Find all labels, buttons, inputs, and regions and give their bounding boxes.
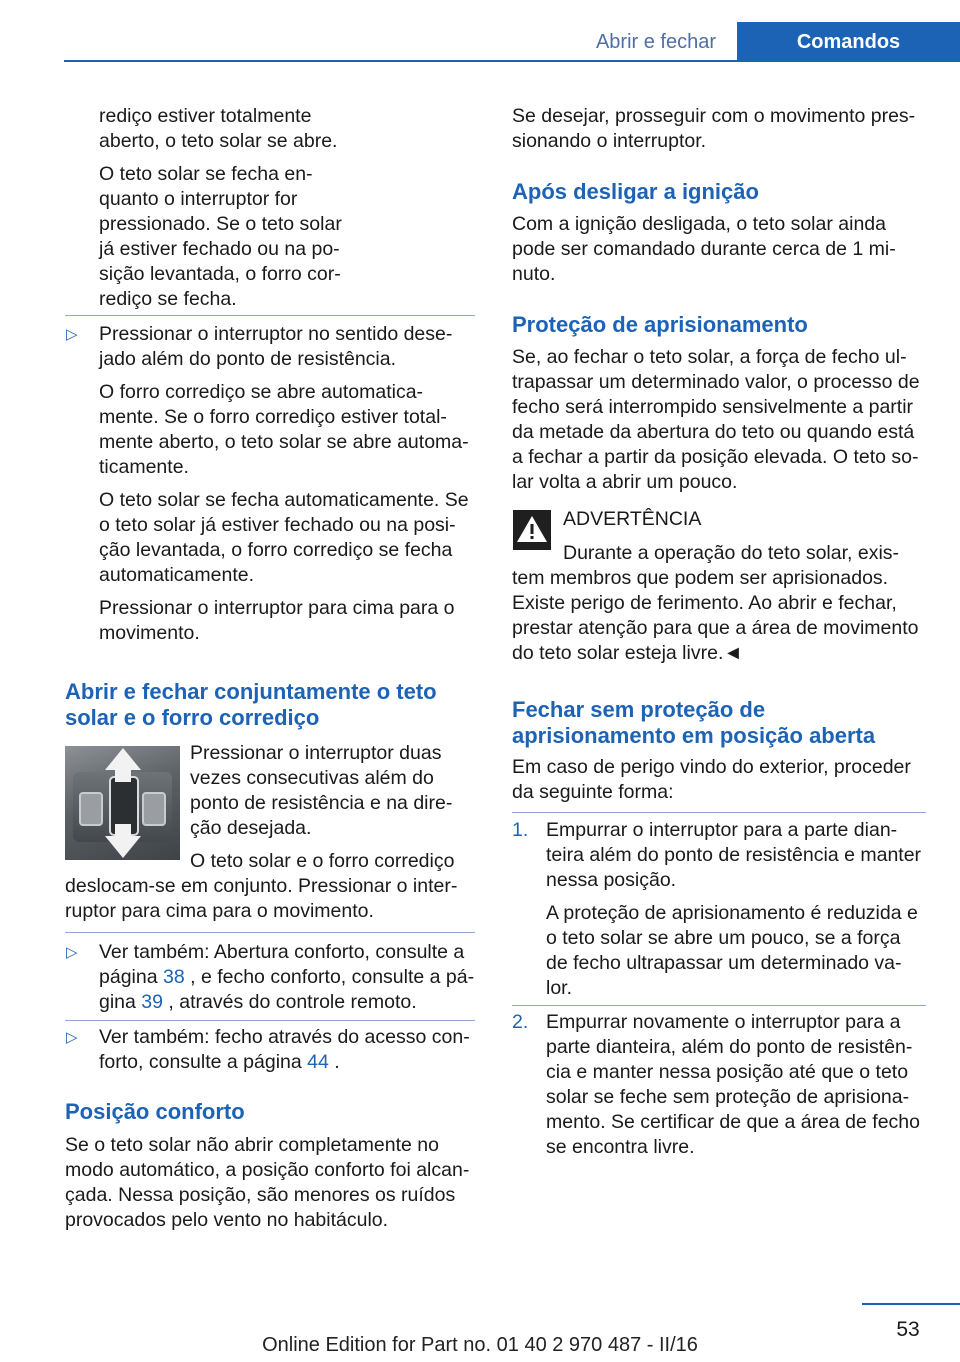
text-line: çada. Nessa posição, são menores os ruídos xyxy=(65,1184,456,1206)
page-link-39[interactable]: 39 xyxy=(141,991,163,1013)
roof-switch-image xyxy=(65,746,180,860)
text-line: lor. xyxy=(546,977,573,999)
text-line: a fechar a partir da posição elevada. O teto so- xyxy=(512,446,919,468)
text-line: Pressionar o interruptor duas xyxy=(190,742,442,764)
header-section-tab[interactable]: Abrir e fechar xyxy=(595,31,717,53)
console-button-left xyxy=(79,792,103,826)
text-line: ruptor para cima para o movimento. xyxy=(65,900,374,922)
arrow-shaft xyxy=(115,770,131,782)
footer-edition: Online Edition for Part no. 01 40 2 970 487 - II/16 xyxy=(262,1334,698,1356)
text-line: O teto solar e o forro corrediço xyxy=(190,850,455,872)
text-line: gina 39 , através do controle remoto. xyxy=(99,991,417,1013)
section-heading: aprisionamento em posição aberta xyxy=(512,723,876,748)
text-line: solar se feche sem proteção de aprisiona- xyxy=(546,1086,910,1108)
text-line: nuto. xyxy=(512,263,556,285)
text-line: página 38 , e fecho conforto, consulte a pá- xyxy=(99,966,475,988)
text-line: rediço estiver totalmente xyxy=(99,105,312,127)
text-line: parte dianteira, além do ponto de resistên- xyxy=(546,1036,913,1058)
text-line: cia e manter nessa posição até que o teto xyxy=(546,1061,909,1083)
text-line: deslocam-se em conjunto. Pressionar o inter- xyxy=(65,875,458,897)
section-heading: Após desligar a ignição xyxy=(512,179,759,204)
text-line: modo automático, a posição conforto foi alcan- xyxy=(65,1159,470,1181)
text-line: vezes consecutivas além do xyxy=(190,767,434,789)
section-heading: Abrir e fechar conjuntamente o teto xyxy=(65,679,437,704)
section-heading: Posição conforto xyxy=(65,1099,245,1124)
text-line: Se o teto solar não abrir completamente no xyxy=(65,1134,439,1156)
text-line: tem membros que podem ser aprisionados. xyxy=(512,567,889,589)
step-number: 1. xyxy=(512,819,529,841)
text-line: rediço se fecha. xyxy=(99,288,237,310)
text-line: teira além do ponto de resistência e manter xyxy=(546,844,922,866)
text-line: ção desejada. xyxy=(190,817,312,839)
text-line: quanto o interruptor for xyxy=(99,188,298,210)
text-line: sição levantada, o forro cor- xyxy=(99,263,341,285)
separator xyxy=(65,932,475,933)
text-line: Existe perigo de ferimento. Ao abrir e fechar, xyxy=(512,592,897,614)
arrow-down-icon xyxy=(105,836,141,858)
text-line: Em caso de perigo vindo do exterior, proceder xyxy=(512,756,911,778)
text-line: mente aberto, o teto solar se abre automa- xyxy=(99,431,469,453)
text-line: prestar atenção para que a área de movimento xyxy=(512,617,919,639)
warning-title: ADVERTÊNCIA xyxy=(563,508,702,530)
text-line: O teto solar se fecha en- xyxy=(99,163,313,185)
text-line: O forro corrediço se abre automatica- xyxy=(99,381,424,403)
text-line: automaticamente. xyxy=(99,564,255,586)
text-line: sionando o interruptor. xyxy=(512,130,707,152)
section-heading: Fechar sem proteção de xyxy=(512,697,766,722)
text-line: da seguinte forma: xyxy=(512,781,674,803)
text-line: forto, consulte a página 44 . xyxy=(99,1051,340,1073)
text-line: Pressionar o interruptor para cima para o xyxy=(99,597,455,619)
text-line: pressionado. Se o teto solar xyxy=(99,213,342,235)
section-heading: solar e o forro corrediço xyxy=(65,705,320,730)
arrow-up-icon xyxy=(105,748,141,770)
warning-triangle-icon xyxy=(516,514,548,544)
text-line: A proteção de aprisionamento é reduzida e xyxy=(546,902,918,924)
text-line: o teto solar se abre um pouco, se a força xyxy=(546,927,901,949)
text-line: ticamente. xyxy=(99,456,189,478)
bullet-triangle-icon: ▷ xyxy=(66,326,78,343)
text-line: nessa posição. xyxy=(546,869,677,891)
text-line: Se desejar, prosseguir com o movimento pres- xyxy=(512,105,916,127)
text-line: Ver também: Abertura conforto, consulte a xyxy=(99,941,465,963)
console-button-right xyxy=(142,792,166,826)
page-number-rule xyxy=(862,1303,960,1305)
bullet-triangle-icon: ▷ xyxy=(66,944,78,961)
text-line: pode ser comandado durante cerca de 1 mi- xyxy=(512,238,896,260)
text-line: já estiver fechado ou na po- xyxy=(99,238,340,260)
text-line: Empurrar o interruptor para a parte dian- xyxy=(546,819,898,841)
text-line: lar volta a abrir um pouco. xyxy=(512,471,738,493)
text-line: Com a ignição desligada, o teto solar ainda xyxy=(512,213,886,235)
text-line: ção levantada, o forro corrediço se fecha xyxy=(99,539,453,561)
text-line: Ver também: fecho através do acesso con- xyxy=(99,1026,470,1048)
header-rule xyxy=(64,60,960,62)
separator xyxy=(512,812,926,813)
text-line: mente. Se o forro corrediço estiver total- xyxy=(99,406,447,428)
text-line: trapassar um determinado valor, o processo de xyxy=(512,371,920,393)
text-line: mento. Se certificar de que a área de fecho xyxy=(546,1111,920,1133)
page-link-44[interactable]: 44 xyxy=(307,1051,329,1073)
text-line: de fecho ultrapassar um determinado va- xyxy=(546,952,902,974)
text-line: O teto solar se fecha automaticamente. Se xyxy=(99,489,469,511)
text-line: ponto de resistência e na dire- xyxy=(190,792,453,814)
separator xyxy=(512,1005,926,1006)
header-chapter-tab[interactable]: Comandos xyxy=(737,22,960,62)
text-line: o teto solar já estiver fechado ou na posi- xyxy=(99,514,456,536)
step-number: 2. xyxy=(512,1011,529,1033)
warning-sign-icon xyxy=(513,510,551,550)
arrow-shaft xyxy=(115,824,131,836)
text-line: Empurrar novamente o interruptor para a xyxy=(546,1011,901,1033)
page-link-38[interactable]: 38 xyxy=(162,966,185,988)
text-line: jado além do ponto de resistência. xyxy=(99,348,397,370)
text-line: se encontra livre. xyxy=(546,1136,695,1158)
text-line: da metade da abertura do teto ou quando está xyxy=(512,421,915,443)
separator xyxy=(65,315,475,316)
text-line: do teto solar esteja livre.◄ xyxy=(512,642,743,664)
separator xyxy=(65,1020,475,1021)
text-line: Durante a operação do teto solar, exis- xyxy=(563,542,900,564)
section-heading: Proteção de aprisionamento xyxy=(512,312,808,337)
text-line: aberto, o teto solar se abre. xyxy=(99,130,338,152)
page-number: 53 xyxy=(896,1318,920,1341)
text-line: Pressionar o interruptor no sentido dese- xyxy=(99,323,453,345)
text-line: Se, ao fechar o teto solar, a força de fecho ul- xyxy=(512,346,907,368)
text-line: movimento. xyxy=(99,622,200,644)
text-line: provocados pelo vento no habitáculo. xyxy=(65,1209,389,1231)
text-line: fecho será interrompido sensivelmente a partir xyxy=(512,396,914,418)
bullet-triangle-icon: ▷ xyxy=(66,1029,78,1046)
